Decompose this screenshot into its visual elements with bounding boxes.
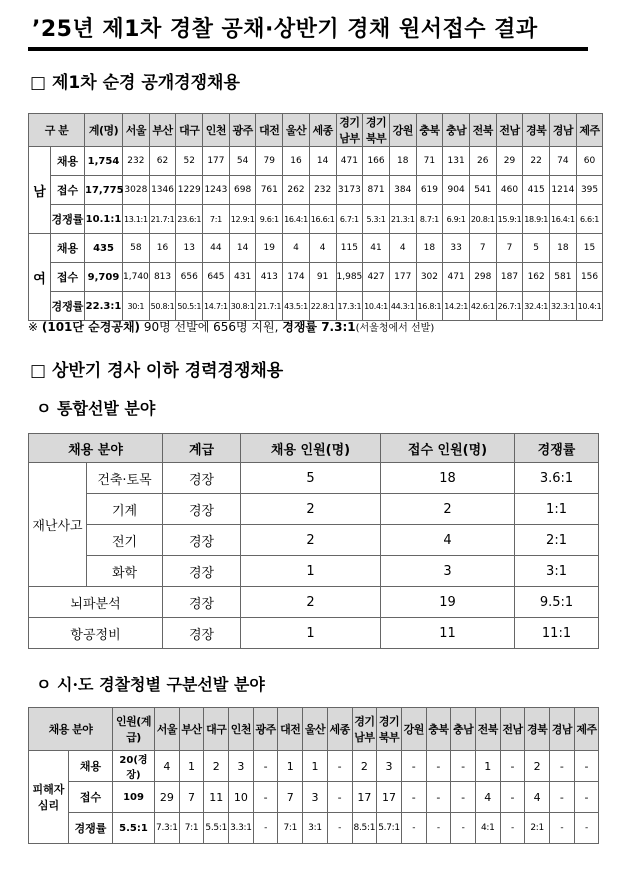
data-cell: 41 <box>363 234 390 263</box>
region-header: 충북 <box>426 708 451 751</box>
region-header: 세종 <box>327 708 352 751</box>
data-cell: 761 <box>256 176 283 205</box>
data-cell: 5.7:1 <box>377 813 402 844</box>
data-cell: 33 <box>443 234 470 263</box>
data-cell: 14 <box>229 234 256 263</box>
gender-cell: 남 <box>29 147 51 234</box>
data-cell: 30.8:1 <box>229 292 256 321</box>
data-cell: - <box>327 751 352 782</box>
data-cell: 232 <box>123 147 150 176</box>
data-cell: 2 <box>525 751 550 782</box>
table-row <box>29 494 599 525</box>
note-suffix: (서울청에서 선발) <box>355 323 435 334</box>
t3-header-count: 인원(계급) <box>113 708 155 751</box>
data-cell: 16.8:1 <box>416 292 443 321</box>
cell-apply: 18 <box>381 463 515 494</box>
data-cell: 9.6:1 <box>256 205 283 234</box>
page-title: ’25년 제1차 경찰 공채·상반기 경채 원서접수 결과 <box>32 17 538 42</box>
data-cell: 1243 <box>203 176 230 205</box>
cell-ratio: 9.5:1 <box>515 587 599 618</box>
region-header: 경기북부 <box>377 708 402 751</box>
data-cell: 10.4:1 <box>576 292 603 321</box>
data-cell: 16.4:1 <box>283 205 310 234</box>
data-cell: 22 <box>523 147 550 176</box>
data-cell: 2 <box>204 751 229 782</box>
data-cell: 698 <box>229 176 256 205</box>
data-cell: 813 <box>149 263 176 292</box>
data-cell: 581 <box>550 263 577 292</box>
data-cell: 30:1 <box>123 292 150 321</box>
recruitment-table-1 <box>28 113 603 321</box>
row-label: 접수 <box>51 176 85 205</box>
data-cell: 5.5:1 <box>204 813 229 844</box>
data-cell: 4 <box>389 234 416 263</box>
cell-ratio: 3:1 <box>515 556 599 587</box>
table-row <box>29 587 599 618</box>
cell-field: 항공정비 <box>29 618 163 649</box>
data-cell: 16 <box>149 234 176 263</box>
data-cell: 21.7:1 <box>256 292 283 321</box>
data-cell: 3 <box>377 751 402 782</box>
row-label: 채용 <box>51 234 85 263</box>
region-header: 경북 <box>525 708 550 751</box>
data-cell: 3.3:1 <box>229 813 254 844</box>
data-cell: - <box>253 813 278 844</box>
data-cell: - <box>550 813 575 844</box>
t2-header: 채용 분야 <box>29 434 163 463</box>
data-cell: 14.7:1 <box>203 292 230 321</box>
row-total: 9,709 <box>85 263 123 292</box>
row-total: 20(경장) <box>113 751 155 782</box>
data-cell: - <box>574 751 599 782</box>
region-header: 대전 <box>278 708 303 751</box>
data-cell: 16 <box>283 147 310 176</box>
data-cell: - <box>574 813 599 844</box>
table-row <box>29 782 599 813</box>
row-total: 1,754 <box>85 147 123 176</box>
cell-ratio: 11:1 <box>515 618 599 649</box>
note-bold-1: (101단 순경공채) <box>41 320 141 334</box>
row-label: 경쟁률 <box>51 292 85 321</box>
header-gubun: 구 분 <box>29 114 85 147</box>
cell-apply: 19 <box>381 587 515 618</box>
data-cell: 23.6:1 <box>176 205 203 234</box>
data-cell: 32.4:1 <box>523 292 550 321</box>
cell-hire: 1 <box>241 618 381 649</box>
data-cell: 18 <box>389 147 416 176</box>
data-cell: 52 <box>176 147 203 176</box>
data-cell: 904 <box>443 176 470 205</box>
region-header: 경기북부 <box>363 114 390 147</box>
note-text <box>28 318 434 335</box>
header-total: 계(명) <box>85 114 123 147</box>
cell-ratio: 3.6:1 <box>515 463 599 494</box>
data-cell: 22.8:1 <box>309 292 336 321</box>
data-cell: 131 <box>443 147 470 176</box>
data-cell: 232 <box>309 176 336 205</box>
data-cell: 7:1 <box>278 813 303 844</box>
data-cell: 7:1 <box>203 205 230 234</box>
data-cell: 10.4:1 <box>363 292 390 321</box>
data-cell: - <box>426 782 451 813</box>
data-cell: 5 <box>523 234 550 263</box>
data-cell: 7 <box>278 782 303 813</box>
data-cell: - <box>451 813 476 844</box>
data-cell: 1,740 <box>123 263 150 292</box>
data-cell: 18 <box>550 234 577 263</box>
data-cell: 29 <box>496 147 523 176</box>
data-cell: 1229 <box>176 176 203 205</box>
region-header: 경남 <box>550 114 577 147</box>
region-header: 경북 <box>523 114 550 147</box>
data-cell: 177 <box>203 147 230 176</box>
row-label: 경쟁률 <box>69 813 113 844</box>
data-cell: - <box>327 782 352 813</box>
data-cell: - <box>253 751 278 782</box>
data-cell: 395 <box>576 176 603 205</box>
table-row <box>29 147 603 176</box>
region-header: 서울 <box>123 114 150 147</box>
row-label: 채용 <box>51 147 85 176</box>
data-cell: 15.9:1 <box>496 205 523 234</box>
data-cell: 5.3:1 <box>363 205 390 234</box>
cell-rank: 경장 <box>163 525 241 556</box>
note-mid: 90명 선발에 656명 지원, <box>140 320 283 334</box>
title-underline <box>28 47 588 51</box>
data-cell: 20.8:1 <box>469 205 496 234</box>
cell-field: 기계 <box>87 494 163 525</box>
data-cell: 8.5:1 <box>352 813 377 844</box>
data-cell: 50.5:1 <box>176 292 203 321</box>
table-row <box>29 176 603 205</box>
data-cell: - <box>550 782 575 813</box>
group-label: 피해자심리 <box>29 751 69 844</box>
data-cell: 18.9:1 <box>523 205 550 234</box>
data-cell: 15 <box>576 234 603 263</box>
data-cell: 4 <box>283 234 310 263</box>
cell-rank: 경장 <box>163 618 241 649</box>
region-header: 강원 <box>401 708 426 751</box>
data-cell: 62 <box>149 147 176 176</box>
note-bold-2: 경쟁률 7.3:1 <box>282 320 356 334</box>
table-row <box>29 463 599 494</box>
data-cell: 3 <box>303 782 328 813</box>
table-row <box>29 234 603 263</box>
t2-header: 계급 <box>163 434 241 463</box>
region-header: 충남 <box>443 114 470 147</box>
data-cell: 3028 <box>123 176 150 205</box>
t2-header: 경쟁률 <box>515 434 599 463</box>
data-cell: 21.3:1 <box>389 205 416 234</box>
data-cell: - <box>426 751 451 782</box>
data-cell: 43.5:1 <box>283 292 310 321</box>
data-cell: 177 <box>389 263 416 292</box>
region-header: 광주 <box>229 114 256 147</box>
region-header: 충북 <box>416 114 443 147</box>
cell-apply: 4 <box>381 525 515 556</box>
data-cell: 18 <box>416 234 443 263</box>
data-cell: 7:1 <box>179 813 204 844</box>
data-cell: 1 <box>278 751 303 782</box>
row-total: 435 <box>85 234 123 263</box>
section1-heading: □ 제1차 순경 공개경쟁채용 <box>30 73 240 93</box>
cell-field: 건축·토목 <box>87 463 163 494</box>
cell-ratio: 2:1 <box>515 525 599 556</box>
data-cell: 6.9:1 <box>443 205 470 234</box>
data-cell: 16.6:1 <box>309 205 336 234</box>
data-cell: 6.6:1 <box>576 205 603 234</box>
region-header: 강원 <box>389 114 416 147</box>
region-header: 경기남부 <box>352 708 377 751</box>
data-cell: 413 <box>256 263 283 292</box>
data-cell: - <box>401 751 426 782</box>
data-cell: 471 <box>443 263 470 292</box>
data-cell: 7 <box>469 234 496 263</box>
cell-ratio: 1:1 <box>515 494 599 525</box>
row-label: 접수 <box>69 782 113 813</box>
data-cell: 166 <box>363 147 390 176</box>
region-header: 서울 <box>155 708 180 751</box>
cell-hire: 2 <box>241 587 381 618</box>
cell-hire: 1 <box>241 556 381 587</box>
data-cell: - <box>500 782 525 813</box>
data-cell: 460 <box>496 176 523 205</box>
regional-selection-table <box>28 707 599 844</box>
data-cell: 4 <box>309 234 336 263</box>
region-header: 인천 <box>229 708 254 751</box>
data-cell: 4:1 <box>475 813 500 844</box>
data-cell: 115 <box>336 234 363 263</box>
data-cell: 3173 <box>336 176 363 205</box>
table-row <box>29 525 599 556</box>
data-cell: 58 <box>123 234 150 263</box>
row-label: 경쟁률 <box>51 205 85 234</box>
data-cell: 1346 <box>149 176 176 205</box>
region-header: 세종 <box>309 114 336 147</box>
table-row <box>29 292 603 321</box>
data-cell: 656 <box>176 263 203 292</box>
region-header: 울산 <box>303 708 328 751</box>
data-cell: 14 <box>309 147 336 176</box>
data-cell: - <box>327 813 352 844</box>
data-cell: 10 <box>229 782 254 813</box>
row-label: 접수 <box>51 263 85 292</box>
data-cell: 4 <box>475 782 500 813</box>
data-cell: 74 <box>550 147 577 176</box>
data-cell: 302 <box>416 263 443 292</box>
note-prefix: ※ <box>28 320 42 334</box>
data-cell: 541 <box>469 176 496 205</box>
table-row <box>29 263 603 292</box>
data-cell: 645 <box>203 263 230 292</box>
data-cell: - <box>500 813 525 844</box>
group-label: 재난사고 <box>29 463 87 587</box>
data-cell: 11 <box>204 782 229 813</box>
data-cell: 619 <box>416 176 443 205</box>
data-cell: 871 <box>363 176 390 205</box>
data-cell: 44.3:1 <box>389 292 416 321</box>
data-cell: 384 <box>389 176 416 205</box>
cell-hire: 2 <box>241 494 381 525</box>
data-cell: - <box>401 782 426 813</box>
data-cell: 174 <box>283 263 310 292</box>
data-cell: 2:1 <box>525 813 550 844</box>
data-cell: 431 <box>229 263 256 292</box>
region-header: 충남 <box>451 708 476 751</box>
data-cell: 471 <box>336 147 363 176</box>
cell-rank: 경장 <box>163 587 241 618</box>
data-cell: 1 <box>179 751 204 782</box>
table-row <box>29 618 599 649</box>
data-cell: 42.6:1 <box>469 292 496 321</box>
row-total: 22.3:1 <box>85 292 123 321</box>
region-header: 대구 <box>204 708 229 751</box>
data-cell: 298 <box>469 263 496 292</box>
data-cell: 16.4:1 <box>550 205 577 234</box>
data-cell: 1 <box>303 751 328 782</box>
region-header: 제주 <box>576 114 603 147</box>
region-header: 전북 <box>469 114 496 147</box>
table-row <box>29 205 603 234</box>
table-row <box>29 751 599 782</box>
data-cell: 12.9:1 <box>229 205 256 234</box>
data-cell: 13 <box>176 234 203 263</box>
cell-apply: 3 <box>381 556 515 587</box>
region-header: 광주 <box>253 708 278 751</box>
data-cell: 71 <box>416 147 443 176</box>
integrated-selection-table <box>28 433 599 649</box>
data-cell: 29 <box>155 782 180 813</box>
cell-rank: 경장 <box>163 463 241 494</box>
data-cell: 19 <box>256 234 283 263</box>
region-header: 대구 <box>176 114 203 147</box>
data-cell: 17.3:1 <box>336 292 363 321</box>
data-cell: 17 <box>352 782 377 813</box>
data-cell: 156 <box>576 263 603 292</box>
region-header: 경기남부 <box>336 114 363 147</box>
t2-header: 채용 인원(명) <box>241 434 381 463</box>
data-cell: 17 <box>377 782 402 813</box>
row-total: 17,775 <box>85 176 123 205</box>
cell-hire: 5 <box>241 463 381 494</box>
cell-field: 전기 <box>87 525 163 556</box>
data-cell: 262 <box>283 176 310 205</box>
data-cell: - <box>550 751 575 782</box>
data-cell: 1214 <box>550 176 577 205</box>
gender-cell: 여 <box>29 234 51 321</box>
data-cell: - <box>401 813 426 844</box>
region-header: 부산 <box>149 114 176 147</box>
data-cell: - <box>574 782 599 813</box>
cell-apply: 2 <box>381 494 515 525</box>
t3-header-field: 채용 분야 <box>29 708 113 751</box>
data-cell: 6.7:1 <box>336 205 363 234</box>
section2-heading: □ 상반기 경사 이하 경력경쟁채용 <box>30 361 284 381</box>
region-header: 울산 <box>283 114 310 147</box>
region-header: 전남 <box>500 708 525 751</box>
data-cell: 3 <box>229 751 254 782</box>
row-label: 채용 <box>69 751 113 782</box>
data-cell: - <box>451 782 476 813</box>
row-total: 5.5:1 <box>113 813 155 844</box>
title-block <box>28 10 588 51</box>
cell-rank: 경장 <box>163 494 241 525</box>
data-cell: 26 <box>469 147 496 176</box>
cell-apply: 11 <box>381 618 515 649</box>
region-header: 대전 <box>256 114 283 147</box>
data-cell: 13.1:1 <box>123 205 150 234</box>
data-cell: 7.3:1 <box>155 813 180 844</box>
table-row <box>29 556 599 587</box>
region-header: 인천 <box>203 114 230 147</box>
data-cell: 7 <box>496 234 523 263</box>
data-cell: 2 <box>352 751 377 782</box>
region-header: 부산 <box>179 708 204 751</box>
data-cell: 60 <box>576 147 603 176</box>
data-cell: 3:1 <box>303 813 328 844</box>
data-cell: - <box>426 813 451 844</box>
data-cell: 1,985 <box>336 263 363 292</box>
sub2-heading: ㅇ 시·도 경찰청별 구분선발 분야 <box>36 675 265 694</box>
data-cell: 91 <box>309 263 336 292</box>
data-cell: 54 <box>229 147 256 176</box>
cell-hire: 2 <box>241 525 381 556</box>
region-header: 전남 <box>496 114 523 147</box>
data-cell: 79 <box>256 147 283 176</box>
data-cell: - <box>500 751 525 782</box>
data-cell: 8.7:1 <box>416 205 443 234</box>
row-total: 10.1:1 <box>85 205 123 234</box>
data-cell: 7 <box>179 782 204 813</box>
data-cell: 44 <box>203 234 230 263</box>
data-cell: 14.2:1 <box>443 292 470 321</box>
region-header: 경남 <box>550 708 575 751</box>
data-cell: 21.7:1 <box>149 205 176 234</box>
data-cell: 26.7:1 <box>496 292 523 321</box>
data-cell: 1 <box>475 751 500 782</box>
data-cell: 415 <box>523 176 550 205</box>
data-cell: - <box>253 782 278 813</box>
cell-field: 화학 <box>87 556 163 587</box>
data-cell: 427 <box>363 263 390 292</box>
row-total: 109 <box>113 782 155 813</box>
t2-header: 접수 인원(명) <box>381 434 515 463</box>
table-row <box>29 813 599 844</box>
data-cell: 162 <box>523 263 550 292</box>
cell-rank: 경장 <box>163 556 241 587</box>
region-header: 제주 <box>574 708 599 751</box>
data-cell: 32.3:1 <box>550 292 577 321</box>
data-cell: 4 <box>155 751 180 782</box>
data-cell: - <box>451 751 476 782</box>
data-cell: 187 <box>496 263 523 292</box>
data-cell: 4 <box>525 782 550 813</box>
sub1-heading: ㅇ 통합선발 분야 <box>36 399 156 418</box>
region-header: 전북 <box>475 708 500 751</box>
data-cell: 50.8:1 <box>149 292 176 321</box>
cell-field: 뇌파분석 <box>29 587 163 618</box>
